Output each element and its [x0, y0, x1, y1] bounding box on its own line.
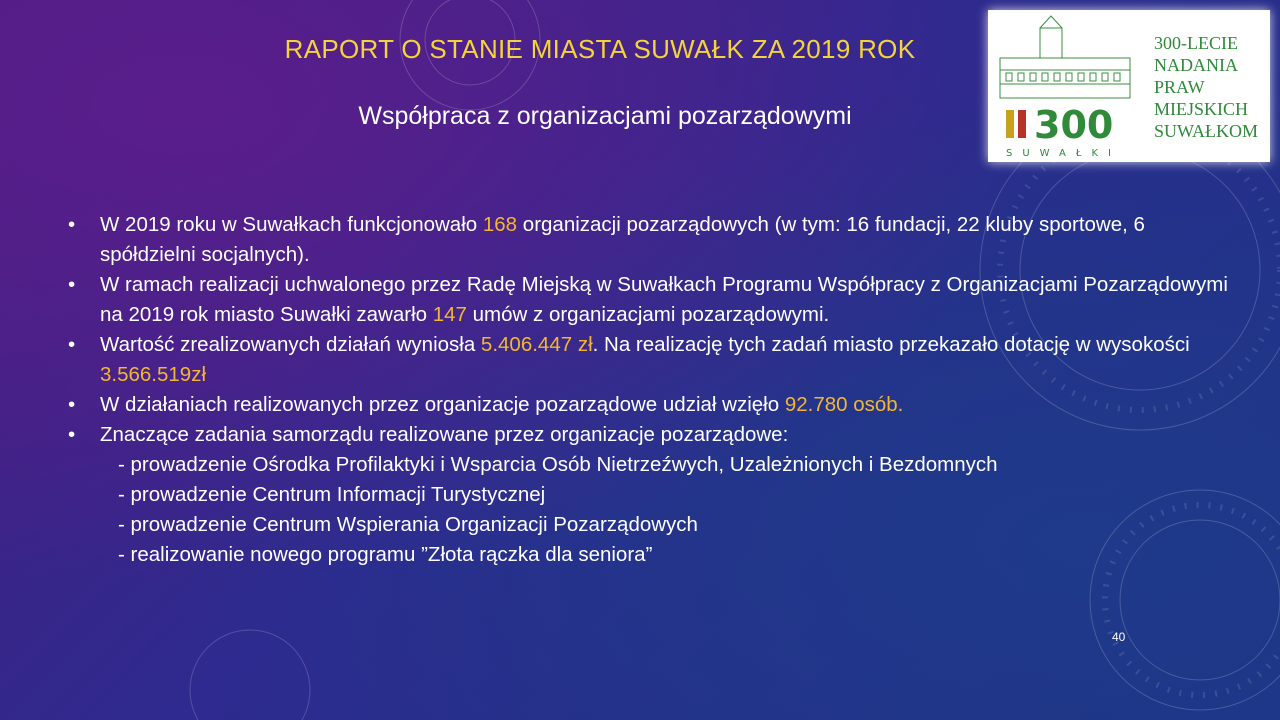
bullet-item: • W działaniach realizowanych przez organizacje pozarządowe udział wzięło 92.780 osób. [68, 390, 1228, 420]
bullet-dot-icon: • [68, 333, 76, 356]
highlight-value: 147 [432, 303, 467, 326]
page-number: 40 [1112, 630, 1126, 644]
logo-line: PRAW [1154, 77, 1205, 97]
logo-city-text: SUWAŁKI [1006, 148, 1121, 159]
bullet-dot-icon: • [68, 273, 76, 296]
logo-line: SUWAŁKOM [1154, 121, 1259, 141]
highlight-value: 92.780 osób. [784, 393, 904, 416]
bullet-item: • Znaczące zadania samorządu realizowane przez organizacje pozarządowe: [68, 420, 1228, 450]
highlight-value: 3.566.519zł [100, 363, 207, 386]
anniversary-logo [988, 10, 1270, 162]
slide-subtitle: Współpraca z organizacjami pozarządowymi [358, 102, 852, 130]
logo-emblem-text: 300 [1034, 103, 1114, 147]
slide-title: RAPORT O STANIE MIASTA SUWAŁK ZA 2019 ROK [284, 34, 916, 64]
bullet-dot-icon: • [68, 423, 76, 446]
bullet-dot-icon: • [68, 393, 76, 416]
highlight-value: 5.406.447 zł [480, 333, 593, 356]
sub-item: - prowadzenie Ośrodka Profilaktyki i Wsparcia Osób Nietrzeźwych, Uzależnionych i Bezdomnych [118, 453, 998, 476]
bullet-item: • Wartość zrealizowanych działań wyniosła 5.406.447 zł. Na realizację tych zadań miasto przekazało dotację w wysokości 3.566.519zł [68, 330, 1228, 390]
logo-line: 300-LECIE [1154, 33, 1238, 53]
sub-item: - prowadzenie Centrum Wspierania Organizacji Pozarządowych [118, 513, 698, 536]
bullet-item: • W ramach realizacji uchwalonego przez Radę Miejską w Suwałkach Programu Współpracy z Organizacjami Pozarządowymi na 2019 rok miasto Suwałki zawarło 147 umów z organizacjami pozarządowymi. [68, 270, 1228, 330]
logo-caption [1154, 32, 1258, 142]
highlight-value: 168 [482, 213, 518, 236]
logo-line: NADANIA [1154, 55, 1238, 75]
bullet-item: • W 2019 roku w Suwałkach funkcjonowało 168 organizacji pozarządowych (w tym: 16 fundacji, 22 kluby sportowe, 6 spółdzielni socjalnych). [68, 210, 1228, 270]
logo-line: MIEJSKICH [1154, 99, 1249, 119]
bullet-list [68, 210, 1228, 570]
sub-item: - prowadzenie Centrum Informacji Turystycznej [118, 483, 546, 506]
sub-item: - realizowanie nowego programu ”Złota rączka dla seniora” [118, 543, 653, 566]
bullet-dot-icon: • [68, 213, 76, 236]
